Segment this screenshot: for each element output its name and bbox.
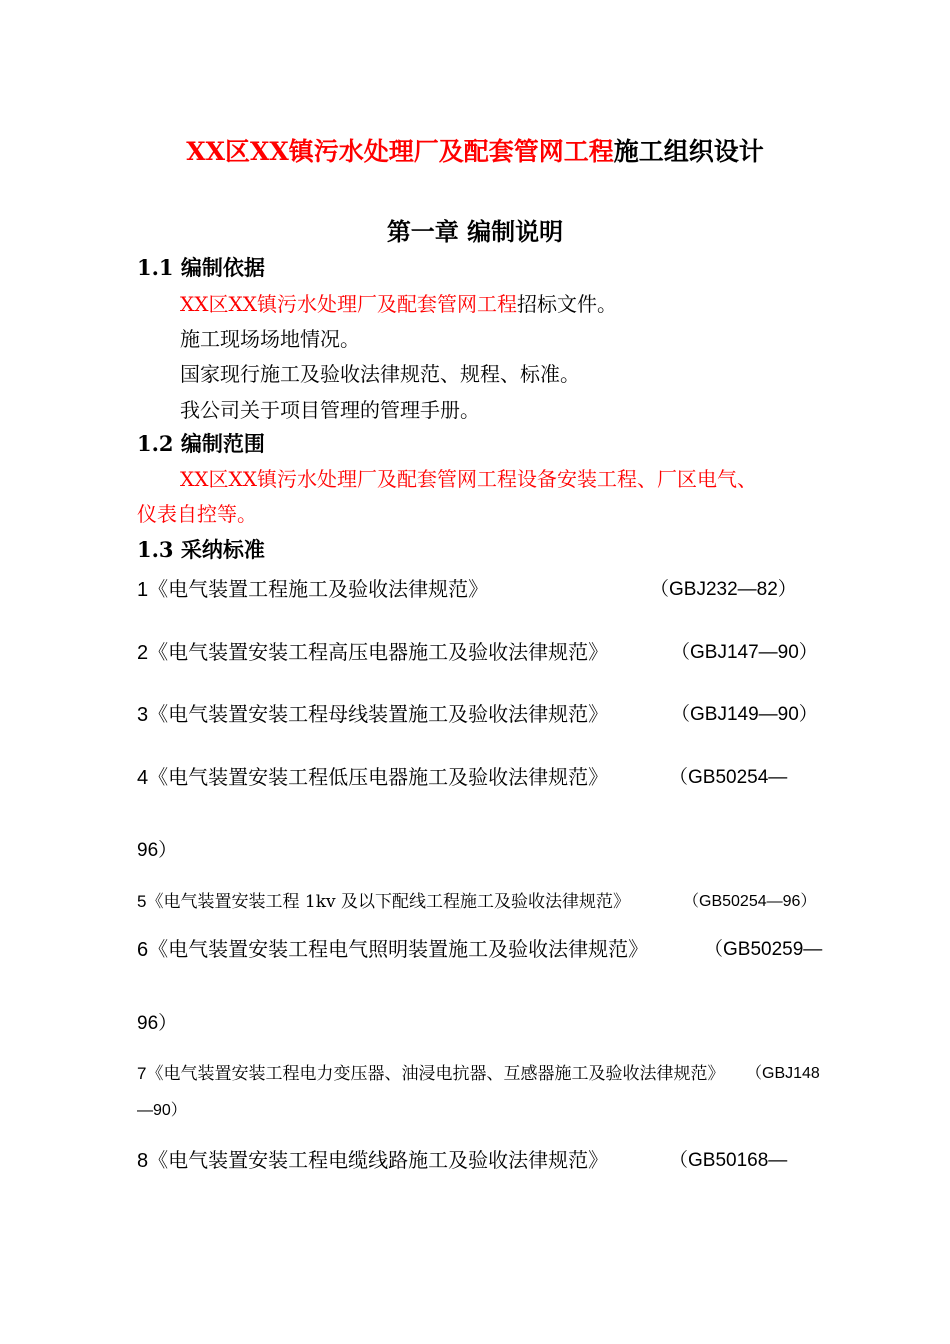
standard-item-4 — [137, 761, 608, 790]
standard-code-4-cont: 96） — [137, 840, 178, 861]
standard-number: 1 — [137, 579, 149, 601]
standard-number: 7 — [137, 1064, 147, 1083]
standard-code-6: （GB50259— — [704, 939, 823, 960]
standard-item-1 — [137, 573, 488, 602]
standard-number: 5 — [137, 892, 147, 911]
standard-number: 3 — [137, 704, 149, 726]
basis-item-3: 国家现行施工及验收法律规范、规程、标准。 — [180, 362, 580, 386]
document-title — [0, 132, 950, 168]
standard-name: 《电气装置安装工程低压电器施工及验收法律规范》 — [148, 765, 609, 789]
section-heading-1-3: 1.3 采纳标准 — [137, 537, 265, 562]
basis-item-4: 我公司关于项目管理的管理手册。 — [180, 398, 480, 422]
standard-code-8: （GB50168— — [669, 1150, 788, 1171]
standard-code-4: （GB50254— — [669, 767, 788, 788]
standard-number: 2 — [137, 642, 149, 664]
basis-project-name: XX区XX镇污水处理厂及配套管网工程 — [180, 292, 517, 316]
section-heading-1-2: 1.2 编制范围 — [137, 431, 265, 456]
standard-item-5 — [137, 887, 630, 912]
basis-item-2: 施工现场场地情况。 — [180, 327, 360, 351]
standard-item-2 — [137, 636, 608, 665]
chapter-heading: 第一章 编制说明 — [386, 217, 564, 246]
section-heading-1-1: 1.1 编制依据 — [137, 255, 265, 280]
standard-name: 《电气装置安装工程电力变压器、油浸电抗器、互感器施工及验收法律规范》 — [146, 1064, 725, 1084]
basis-tender-doc: 招标文件。 — [516, 292, 617, 316]
standard-code-5: （GB50254—96） — [683, 893, 817, 910]
standard-code-6-cont: 96） — [137, 1013, 178, 1034]
title-project-name: XX区XX镇污水处理厂及配套管网工程 — [186, 137, 614, 166]
basis-item-1 — [180, 288, 617, 317]
standard-number: 8 — [137, 1150, 149, 1172]
standard-item-3 — [137, 698, 608, 727]
standard-item-8 — [137, 1144, 608, 1173]
scope-line-1: XX区XX镇污水处理厂及配套管网工程设备安装工程、厂区电气、 — [180, 467, 757, 491]
standard-name: 《电气装置安装工程 1kv 及以下配线工程施工及验收法律规范》 — [146, 892, 630, 912]
standard-name: 《电气装置工程施工及验收法律规范》 — [148, 577, 489, 601]
standard-code-7: （GBJ148 — [746, 1065, 820, 1082]
standard-name: 《电气装置安装工程电气照明装置施工及验收法律规范》 — [148, 937, 649, 961]
scope-line-2: 仪表自控等。 — [137, 502, 257, 526]
standard-code-2: （GBJ147—90） — [671, 642, 818, 663]
standard-name: 《电气装置安装工程电缆线路施工及验收法律规范》 — [148, 1148, 609, 1172]
standard-name: 《电气装置安装工程母线装置施工及验收法律规范》 — [148, 702, 609, 726]
standard-number: 6 — [137, 939, 149, 961]
standard-item-7 — [137, 1059, 724, 1084]
standard-name: 《电气装置安装工程高压电器施工及验收法律规范》 — [148, 640, 609, 664]
standard-code-3: （GBJ149—90） — [671, 704, 818, 725]
standard-number: 4 — [137, 767, 149, 789]
standard-item-6 — [137, 933, 648, 962]
title-suffix: 施工组织设计 — [613, 137, 764, 166]
standard-code-7-cont: —90） — [137, 1102, 187, 1119]
standard-code-1: （GBJ232—82） — [650, 579, 797, 600]
